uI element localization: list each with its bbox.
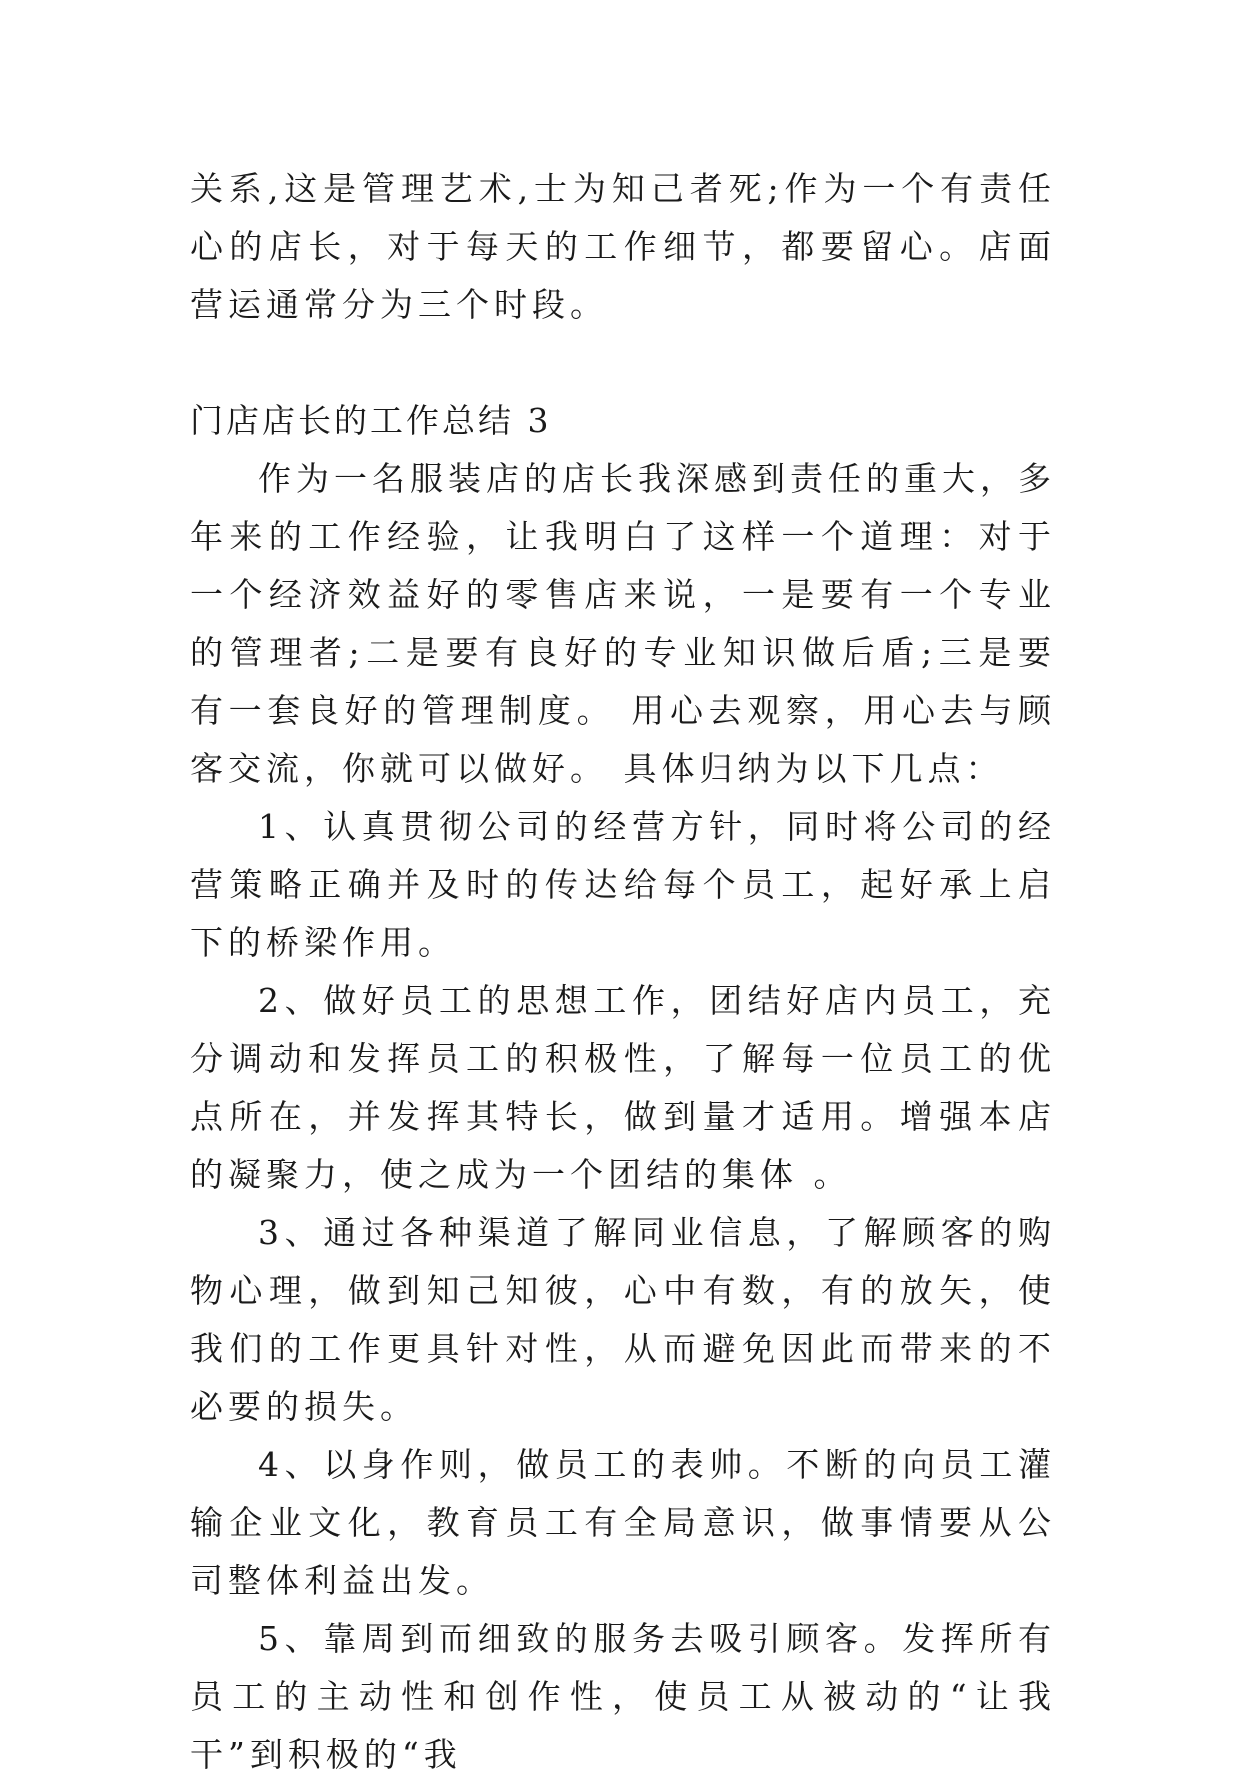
- document-page: [190, 160, 1056, 1784]
- opening-paragraph: 作为一名服装店的店长我深感到责任的重大，多年来的工作经验，让我明白了这样一个道理：对于一个经济效益好的零售店来说，一是要有一个专业的管理者;二是要有良好的专业知识做后盾;三是要有一套良好的管理制度。 用心去观察，用心去与顾客交流，你就可以做好。 具体归纳为以下几点：: [190, 459, 1056, 788]
- section-heading: 门店店长的工作总结 3: [190, 401, 552, 440]
- intro-paragraph: 关系,这是管理艺术,士为知己者死;作为一个有责任心的店长，对于每天的工作细节，都要留心。店面营运通常分为三个时段。: [190, 169, 1056, 324]
- point-5: 5、靠周到而细致的服务去吸引顾客。发挥所有员工的主动性和创作性，使员工从被动的“让我干”到积极的“我: [190, 1619, 1056, 1774]
- point-1: 1、认真贯彻公司的经营方针，同时将公司的经营策略正确并及时的传达给每个员工，起好承上启下的桥梁作用。: [190, 807, 1056, 962]
- point-4: 4、以身作则，做员工的表帅。不断的向员工灌输企业文化，教育员工有全局意识，做事情要从公司整体利益出发。: [190, 1445, 1056, 1600]
- point-2: 2、做好员工的思想工作，团结好店内员工，充分调动和发挥员工的积极性，了解每一位员工的优点所在，并发挥其特长，做到量才适用。增强本店的凝聚力，使之成为一个团结的集体 。: [190, 981, 1056, 1194]
- point-3: 3、通过各种渠道了解同业信息，了解顾客的购物心理，做到知己知彼，心中有数，有的放矢，使我们的工作更具针对性，从而避免因此而带来的不必要的损失。: [190, 1213, 1056, 1426]
